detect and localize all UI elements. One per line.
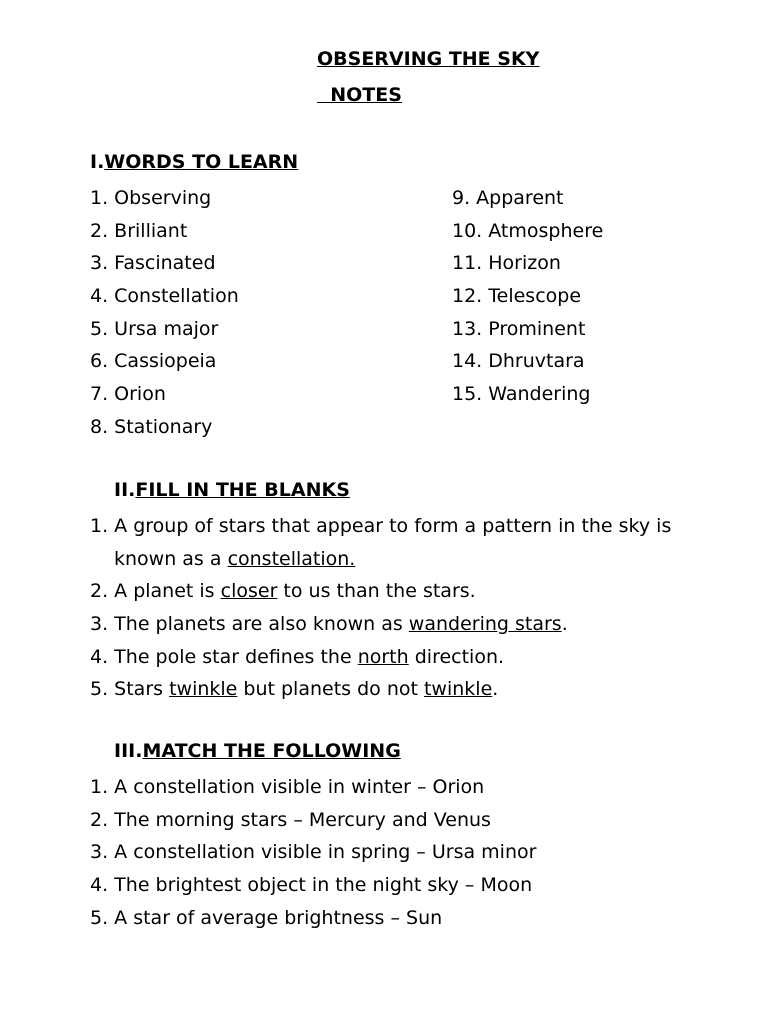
list-item: 11. Horizon (452, 252, 561, 275)
list-item (90, 675, 498, 703)
section-number: I. (90, 151, 105, 173)
list-item: 2. Brilliant (90, 219, 188, 242)
title-block (317, 45, 539, 117)
page-title: OBSERVING THE SKY (317, 48, 540, 70)
section-number: II. (114, 479, 136, 501)
words-right-column (452, 184, 603, 413)
answer-blank: twinkle (423, 678, 493, 700)
list-item: 2. The morning stars – Mercury and Venus (90, 808, 491, 831)
item-text: to us than the stars. (277, 580, 476, 602)
answer-blank: twinkle (169, 678, 238, 700)
section-fill-heading (114, 479, 350, 501)
words-left-column (90, 184, 239, 446)
list-item: 3. Fascinated (90, 252, 216, 275)
list-item: 6. Cassiopeia (90, 350, 217, 373)
list-item: 4. The brightest object in the night sky – Moon (90, 874, 533, 897)
subtitle-underline-lead (317, 84, 330, 106)
answer-blank: constellation. (227, 548, 356, 570)
list-item: 13. Prominent (452, 317, 586, 340)
item-text: direction. (408, 646, 505, 668)
page-subtitle-line (317, 81, 539, 117)
list-item: 4. Constellation (90, 285, 239, 308)
item-text: 3. The planets are also known as (90, 613, 409, 635)
list-item: 14. Dhruvtara (452, 350, 585, 373)
list-item: 9. Apparent (452, 187, 564, 209)
list-item: 3. A constellation visible in spring – Ursa minor (90, 841, 537, 864)
section-title: MATCH THE FOLLOWING (142, 740, 401, 762)
list-item (90, 610, 568, 638)
page-subtitle: NOTES (330, 84, 402, 106)
item-text: but planets do not (237, 678, 424, 700)
item-text: known as a (114, 548, 228, 570)
item-text: 5. Stars (90, 678, 170, 700)
item-text: . (561, 613, 568, 635)
list-item: 15. Wandering (452, 383, 591, 406)
list-item (90, 512, 671, 540)
page-title-line (317, 45, 539, 81)
list-item: 7. Orion (90, 383, 166, 406)
section-number: III. (114, 740, 143, 762)
list-item: 5. Ursa major (90, 317, 219, 340)
section-match-heading (114, 740, 401, 762)
section-title: FILL IN THE BLANKS (135, 479, 350, 501)
list-item-continuation (90, 545, 355, 573)
answer-blank: closer (220, 580, 278, 602)
item-text: 2. A planet is (90, 580, 221, 602)
list-item: 8. Stationary (90, 415, 213, 438)
answer-blank: wandering stars (408, 613, 562, 635)
list-item: 12. Telescope (452, 285, 582, 308)
list-item (90, 643, 504, 671)
match-list (90, 773, 536, 936)
section-words-heading (90, 151, 298, 173)
list-item: 10. Atmosphere (452, 219, 604, 242)
list-item (90, 577, 476, 605)
answer-blank: north (357, 646, 409, 668)
item-text: . (492, 678, 499, 700)
list-item: 1. A constellation visible in winter – Orion (90, 776, 485, 798)
item-text: 4. The pole star defines the (90, 646, 358, 668)
list-item: 1. Observing (90, 187, 212, 209)
item-text: 1. A group of stars that appear to form a pattern in the sky is (90, 515, 672, 537)
list-item: 5. A star of average brightness – Sun (90, 906, 443, 929)
section-title: WORDS TO LEARN (104, 151, 299, 173)
